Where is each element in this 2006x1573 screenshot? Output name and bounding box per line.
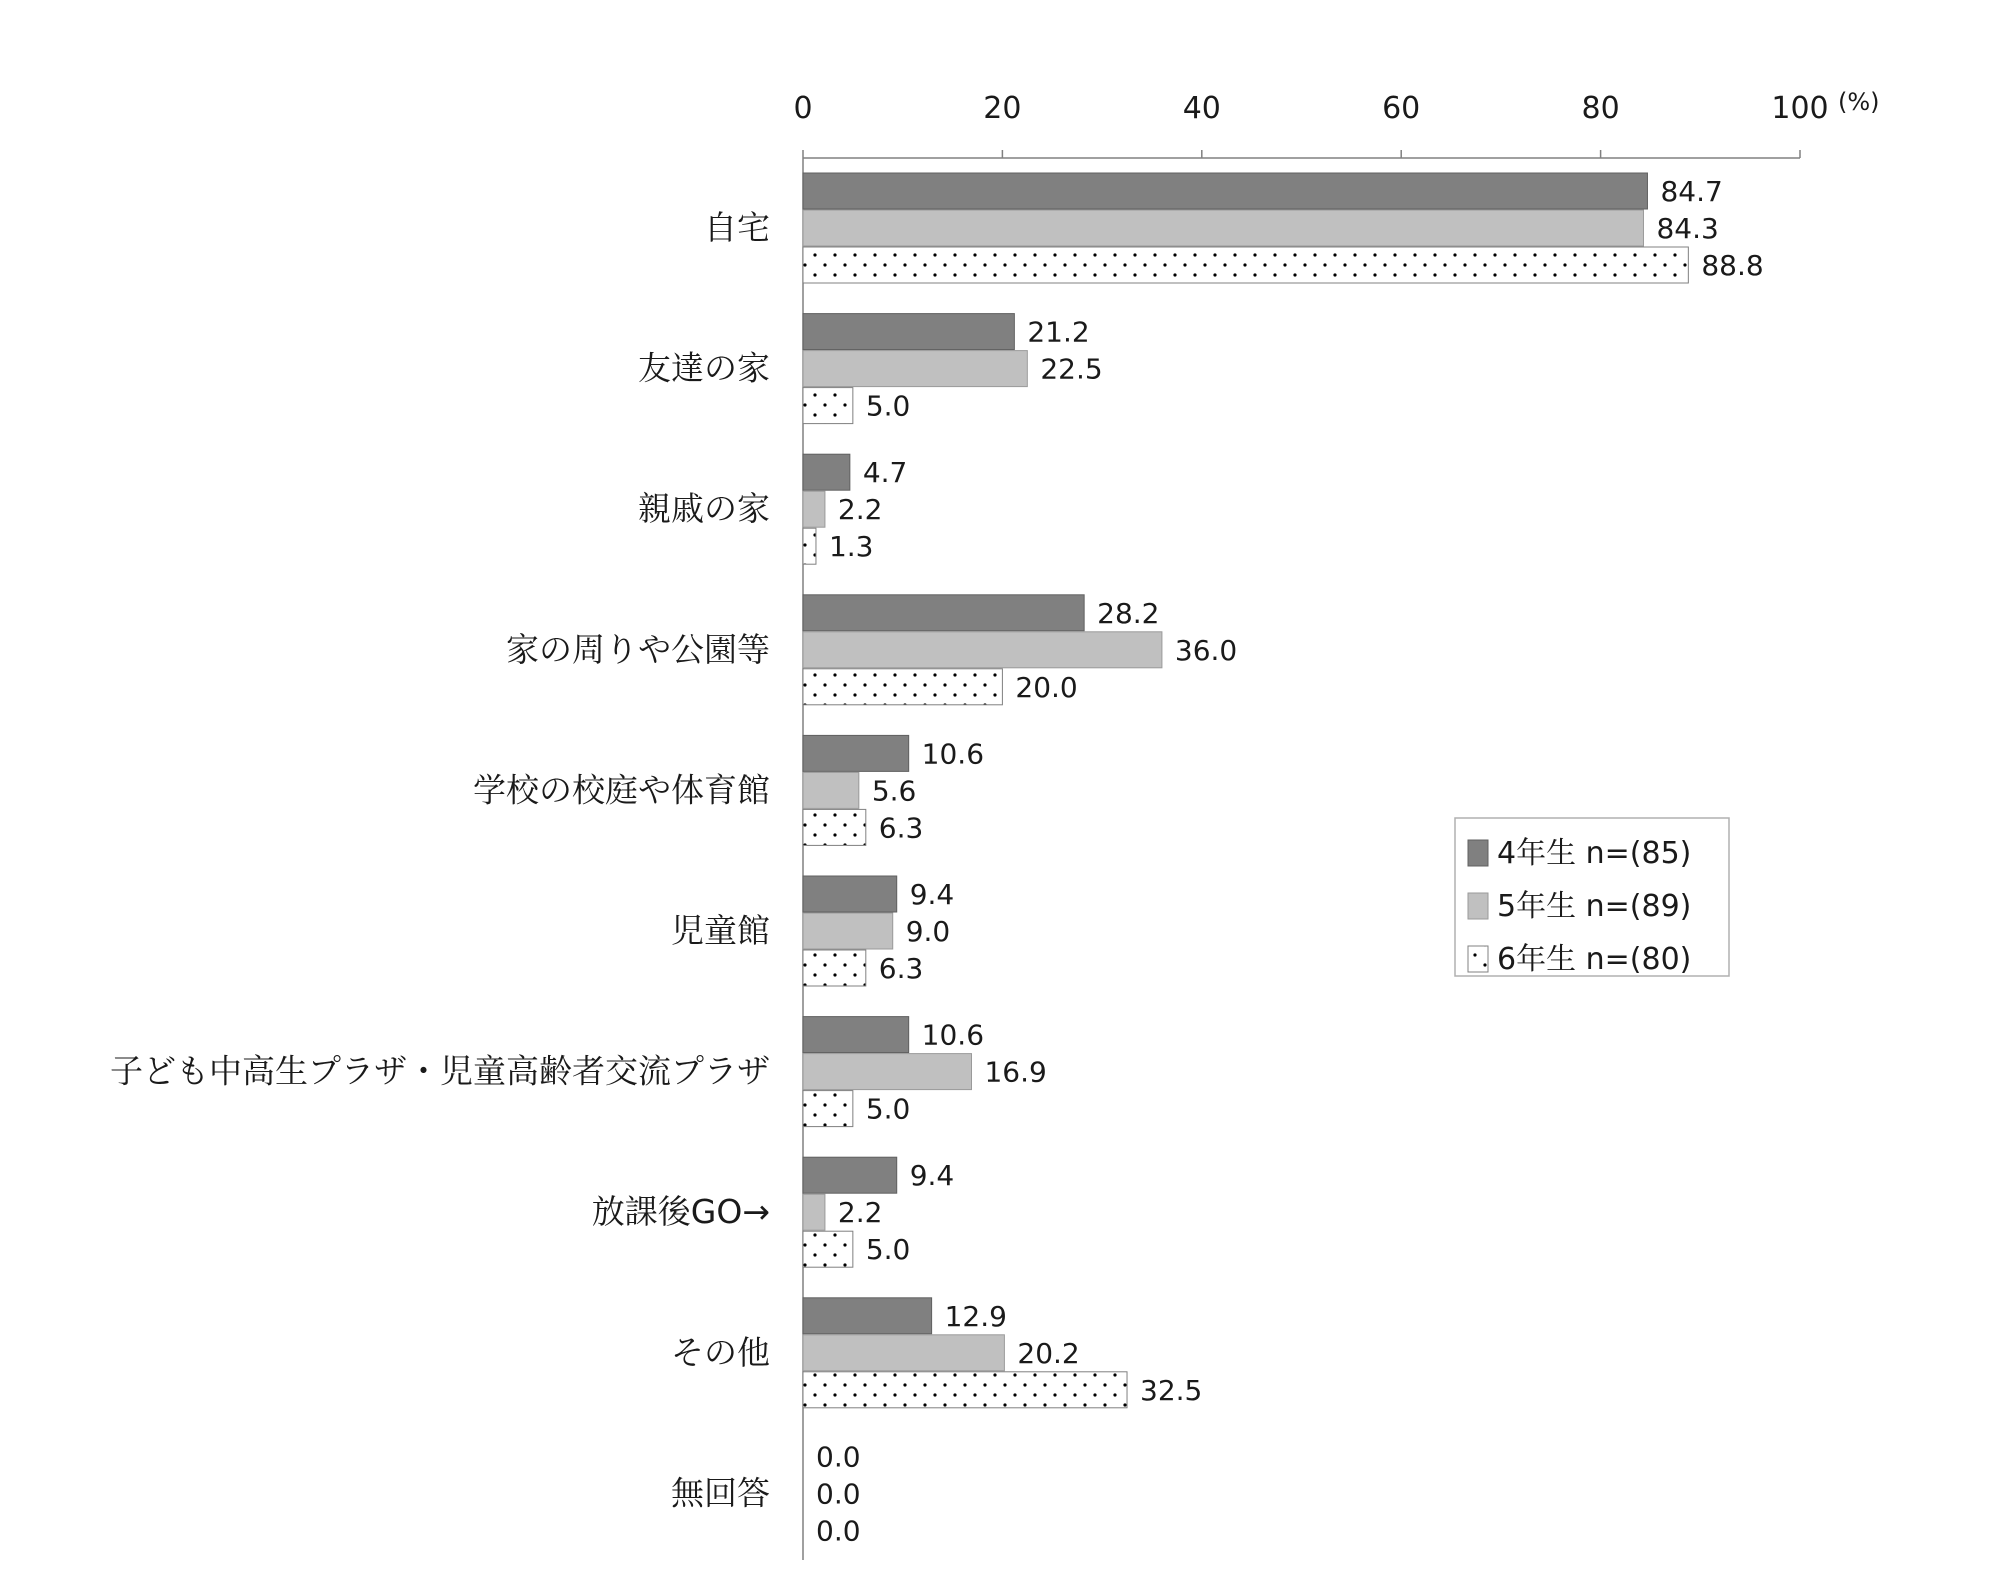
x-tick-label: 40 (1182, 91, 1221, 126)
x-tick-label: 60 (1382, 91, 1421, 126)
bar (803, 669, 1002, 705)
bar (803, 1372, 1127, 1408)
bar (803, 491, 825, 527)
data-label: 2.2 (837, 493, 883, 527)
data-label: 10.6 (921, 737, 985, 771)
bar (803, 388, 853, 424)
legend-entry: 5年生 n=(89) (1497, 889, 1692, 924)
bar (803, 1017, 909, 1053)
data-label: 5.0 (865, 1092, 911, 1126)
data-label: 4.7 (862, 456, 908, 490)
legend-entry: 4年生 n=(85) (1497, 836, 1692, 871)
bar (803, 632, 1162, 668)
x-tick-label: 80 (1581, 91, 1620, 126)
x-tick-label: 100 (1771, 91, 1829, 126)
bar (803, 1157, 897, 1193)
bar (803, 735, 909, 771)
data-label: 6.3 (878, 952, 924, 985)
data-label: 22.5 (1040, 352, 1103, 386)
category-label: 自宅 (704, 208, 770, 247)
bar (803, 173, 1647, 209)
legend-entry: 6年生 n=(80) (1497, 942, 1692, 977)
bar (803, 1335, 1004, 1371)
bar (803, 528, 816, 564)
x-tick-label: 20 (983, 91, 1022, 126)
bar (803, 809, 866, 845)
category-label: 放課後GO→ (591, 1192, 770, 1232)
data-label: 84.3 (1656, 212, 1719, 245)
data-label: 84.7 (1660, 175, 1723, 208)
category-label: 学校の校庭や体育館 (473, 770, 770, 810)
data-label: 0.0 (816, 1514, 861, 1548)
data-label: 2.2 (837, 1196, 883, 1230)
bar (803, 1298, 932, 1334)
unit-label: (%) (1838, 88, 1880, 116)
data-label: 36.0 (1174, 633, 1238, 667)
data-label: 88.8 (1701, 249, 1764, 282)
data-label: 1.3 (828, 530, 874, 564)
data-label: 20.2 (1017, 1336, 1080, 1370)
bar (803, 1091, 853, 1127)
data-label: 5.0 (865, 1233, 911, 1267)
data-label: 16.9 (984, 1055, 1047, 1089)
data-label: 32.5 (1140, 1373, 1203, 1407)
data-label: 21.2 (1027, 315, 1090, 349)
bar (803, 210, 1643, 246)
bar (803, 595, 1084, 631)
data-label: 10.6 (921, 1018, 985, 1052)
data-label: 12.9 (944, 1299, 1007, 1333)
category-label: 友達の家 (638, 348, 770, 388)
legend-swatch (1468, 893, 1488, 919)
legend-swatch (1468, 946, 1488, 972)
legend (1455, 818, 1729, 977)
bar (803, 913, 893, 949)
x-tick-label: 0 (793, 91, 813, 126)
bar (803, 314, 1014, 350)
legend-swatch (1468, 840, 1488, 866)
bar (803, 950, 866, 986)
data-label: 5.6 (871, 774, 917, 808)
data-label: 6.3 (878, 811, 924, 845)
category-label: 子ども中高生プラザ・児童高齢者交流プラザ (110, 1051, 770, 1091)
data-label: 9.4 (909, 878, 955, 911)
data-label: 0.0 (816, 1440, 861, 1474)
bar (803, 772, 859, 808)
bars-layer (803, 173, 1688, 1408)
data-label: 20.0 (1015, 670, 1078, 704)
data-label: 9.4 (909, 1159, 955, 1193)
category-label: 親戚の家 (638, 489, 770, 529)
bar (803, 876, 897, 912)
category-label: 児童館 (671, 911, 770, 950)
data-label: 28.2 (1097, 596, 1160, 630)
category-label: その他 (671, 1332, 770, 1372)
bar (803, 1054, 971, 1090)
category-label: 家の周りや公園等 (506, 629, 770, 669)
bar (803, 247, 1688, 283)
category-label: 無回答 (671, 1473, 770, 1513)
bar (803, 1194, 825, 1230)
bar (803, 1231, 853, 1267)
data-label: 0.0 (816, 1477, 861, 1511)
data-label: 9.0 (905, 915, 951, 948)
data-label: 5.0 (865, 389, 911, 423)
bar (803, 351, 1027, 387)
bar (803, 454, 850, 490)
